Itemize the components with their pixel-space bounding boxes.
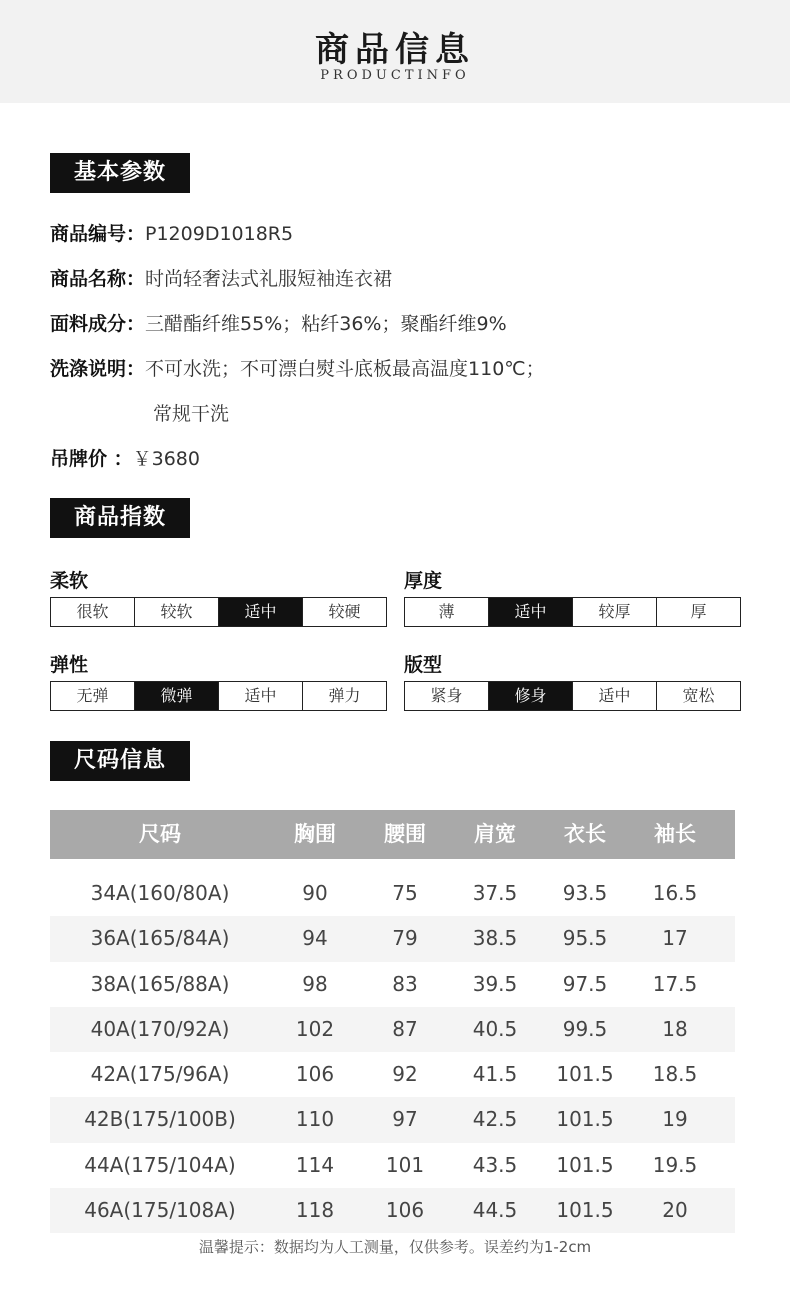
info-row-wash: [50, 354, 545, 384]
measurement-cell: 98: [302, 971, 328, 996]
wash-value: 不可水洗；不可漂白熨斗底板最高温度110℃；: [145, 358, 545, 380]
measurement-cell: 44.5: [472, 1198, 518, 1223]
wash-label: 洗涤说明：: [50, 358, 146, 380]
header-cell: 衣长: [564, 822, 606, 846]
measurement-cell: 41.5: [472, 1062, 518, 1087]
size-cell: 42A(175/96A): [90, 1062, 230, 1087]
measurement-cell: 101.5: [556, 1198, 614, 1223]
index-title-softness: 柔软: [50, 570, 89, 592]
measurement-cell: 42.5: [472, 1107, 518, 1132]
measurement-cell: 94: [302, 926, 328, 951]
section-label-size: 尺码信息: [50, 741, 190, 781]
section-label-basic: 基本参数: [50, 153, 190, 193]
size-table-body: [50, 871, 735, 1233]
info-row-name: [50, 264, 392, 294]
measurement-cell: 106: [295, 1062, 335, 1087]
index-option-selected: 适中: [489, 598, 573, 626]
measurement-cell: 101.5: [556, 1152, 614, 1177]
wash-value-continued: 常规干洗: [153, 403, 230, 425]
measurement-cell: 97: [392, 1107, 418, 1132]
sku-value: P1209D1018R5: [145, 223, 294, 245]
index-scale-thickness: [404, 597, 741, 627]
measurement-cell: 87: [392, 1016, 418, 1041]
table-row: [50, 962, 735, 1007]
measurement-cell: 97.5: [562, 971, 608, 996]
measurement-cell: 18: [662, 1016, 688, 1041]
size-cell: 46A(175/108A): [84, 1198, 236, 1223]
measurement-cell: 16.5: [652, 881, 698, 905]
index-option: 薄: [405, 598, 489, 626]
measurement-cell: 92: [392, 1062, 418, 1087]
header-cell: 腰围: [384, 822, 426, 846]
price-label: 吊牌价 ：: [50, 448, 133, 470]
size-cell: 40A(170/92A): [90, 1016, 230, 1041]
measurement-cell: 40.5: [472, 1016, 518, 1041]
measurement-cell: 39.5: [472, 971, 518, 996]
size-table: [50, 810, 735, 1233]
table-row: [50, 871, 735, 916]
index-option: 厚: [690, 602, 707, 621]
table-row: [50, 1007, 735, 1052]
measurement-cell: 101.5: [556, 1107, 614, 1132]
page-title: 商品信息: [315, 30, 475, 70]
table-row: [50, 1143, 735, 1188]
index-option: 弹力: [328, 686, 361, 705]
size-cell: 36A(165/84A): [90, 926, 230, 951]
header-cell: 袖长: [654, 822, 696, 846]
measurement-cell: 17: [662, 926, 688, 951]
measurement-cell: 17.5: [652, 971, 698, 996]
header-cell: 胸围: [294, 822, 336, 846]
index-option-selected: 修身: [489, 682, 573, 710]
header-cell: 尺码: [139, 822, 181, 846]
measurement-cell: 101.5: [556, 1062, 614, 1087]
measurement-cell: 110: [295, 1107, 335, 1132]
measurement-cell: 38.5: [472, 926, 518, 951]
page-header: [0, 0, 790, 103]
page-subtitle: PRODUCTINFO: [320, 68, 470, 83]
fabric-value: 三醋酯纤维55%；粘纤36%；聚酯纤维9%: [145, 313, 507, 335]
measurement-cell: 114: [295, 1152, 335, 1177]
measurement-cell: 20: [662, 1198, 688, 1223]
measurement-cell: 18.5: [652, 1062, 698, 1087]
section-label-index: 商品指数: [50, 498, 190, 538]
measurement-cell: 95.5: [562, 926, 608, 951]
measurement-cell: 75: [392, 881, 418, 905]
info-row-sku: [50, 219, 293, 249]
table-row: [50, 1097, 735, 1142]
sku-label: 商品编号：: [50, 223, 146, 245]
measurement-cell: 43.5: [472, 1152, 518, 1177]
measurement-cell: 102: [295, 1016, 335, 1041]
index-title-elasticity: 弹性: [50, 654, 89, 676]
index-option: 适中: [573, 682, 657, 710]
measurement-cell: 83: [392, 971, 418, 996]
info-row-fabric: [50, 309, 507, 339]
index-option: 宽松: [682, 686, 715, 705]
index-option: 较厚: [573, 598, 657, 626]
index-option: 无弹: [51, 682, 135, 710]
index-option: 较软: [135, 598, 219, 626]
index-option: 适中: [219, 682, 303, 710]
table-row: [50, 916, 735, 961]
name-value: 时尚轻奢法式礼服短袖连衣裙: [145, 268, 393, 290]
index-option: 紧身: [405, 682, 489, 710]
size-cell: 38A(165/88A): [90, 971, 230, 996]
fabric-label: 面料成分：: [50, 313, 146, 335]
name-label: 商品名称：: [50, 268, 146, 290]
price-value: ￥3680: [132, 448, 200, 470]
measurement-cell: 99.5: [562, 1016, 608, 1041]
header-cell: 肩宽: [474, 822, 516, 846]
size-cell: 34A(160/80A): [90, 881, 230, 905]
table-row: [50, 1052, 735, 1097]
index-scale-fit: [404, 681, 741, 711]
index-option-selected: 适中: [219, 598, 303, 626]
measurement-cell: 19.5: [652, 1152, 698, 1177]
measurement-cell: 93.5: [562, 881, 608, 905]
table-row: [50, 1188, 735, 1233]
index-option: 很软: [51, 598, 135, 626]
info-row-price: [50, 444, 200, 474]
index-scale-softness: [50, 597, 387, 627]
size-table-header: [50, 810, 735, 859]
measurement-cell: 118: [295, 1198, 335, 1223]
index-title-thickness: 厚度: [404, 570, 443, 592]
measurement-cell: 37.5: [472, 881, 518, 905]
measurement-note: 温馨提示：数据均为人工测量，仅供参考。误差约为1-2cm: [198, 1238, 592, 1256]
index-option: 较硬: [328, 602, 361, 621]
measurement-cell: 79: [392, 926, 418, 951]
measurement-cell: 106: [385, 1198, 425, 1223]
measurement-cell: 19: [662, 1107, 688, 1132]
size-cell: 42B(175/100B): [84, 1107, 236, 1132]
size-cell: 44A(175/104A): [84, 1152, 236, 1177]
index-title-fit: 版型: [404, 654, 443, 676]
index-option-selected: 微弹: [135, 682, 219, 710]
measurement-cell: 90: [302, 881, 328, 905]
measurement-cell: 101: [385, 1152, 425, 1177]
index-scale-elasticity: [50, 681, 387, 711]
